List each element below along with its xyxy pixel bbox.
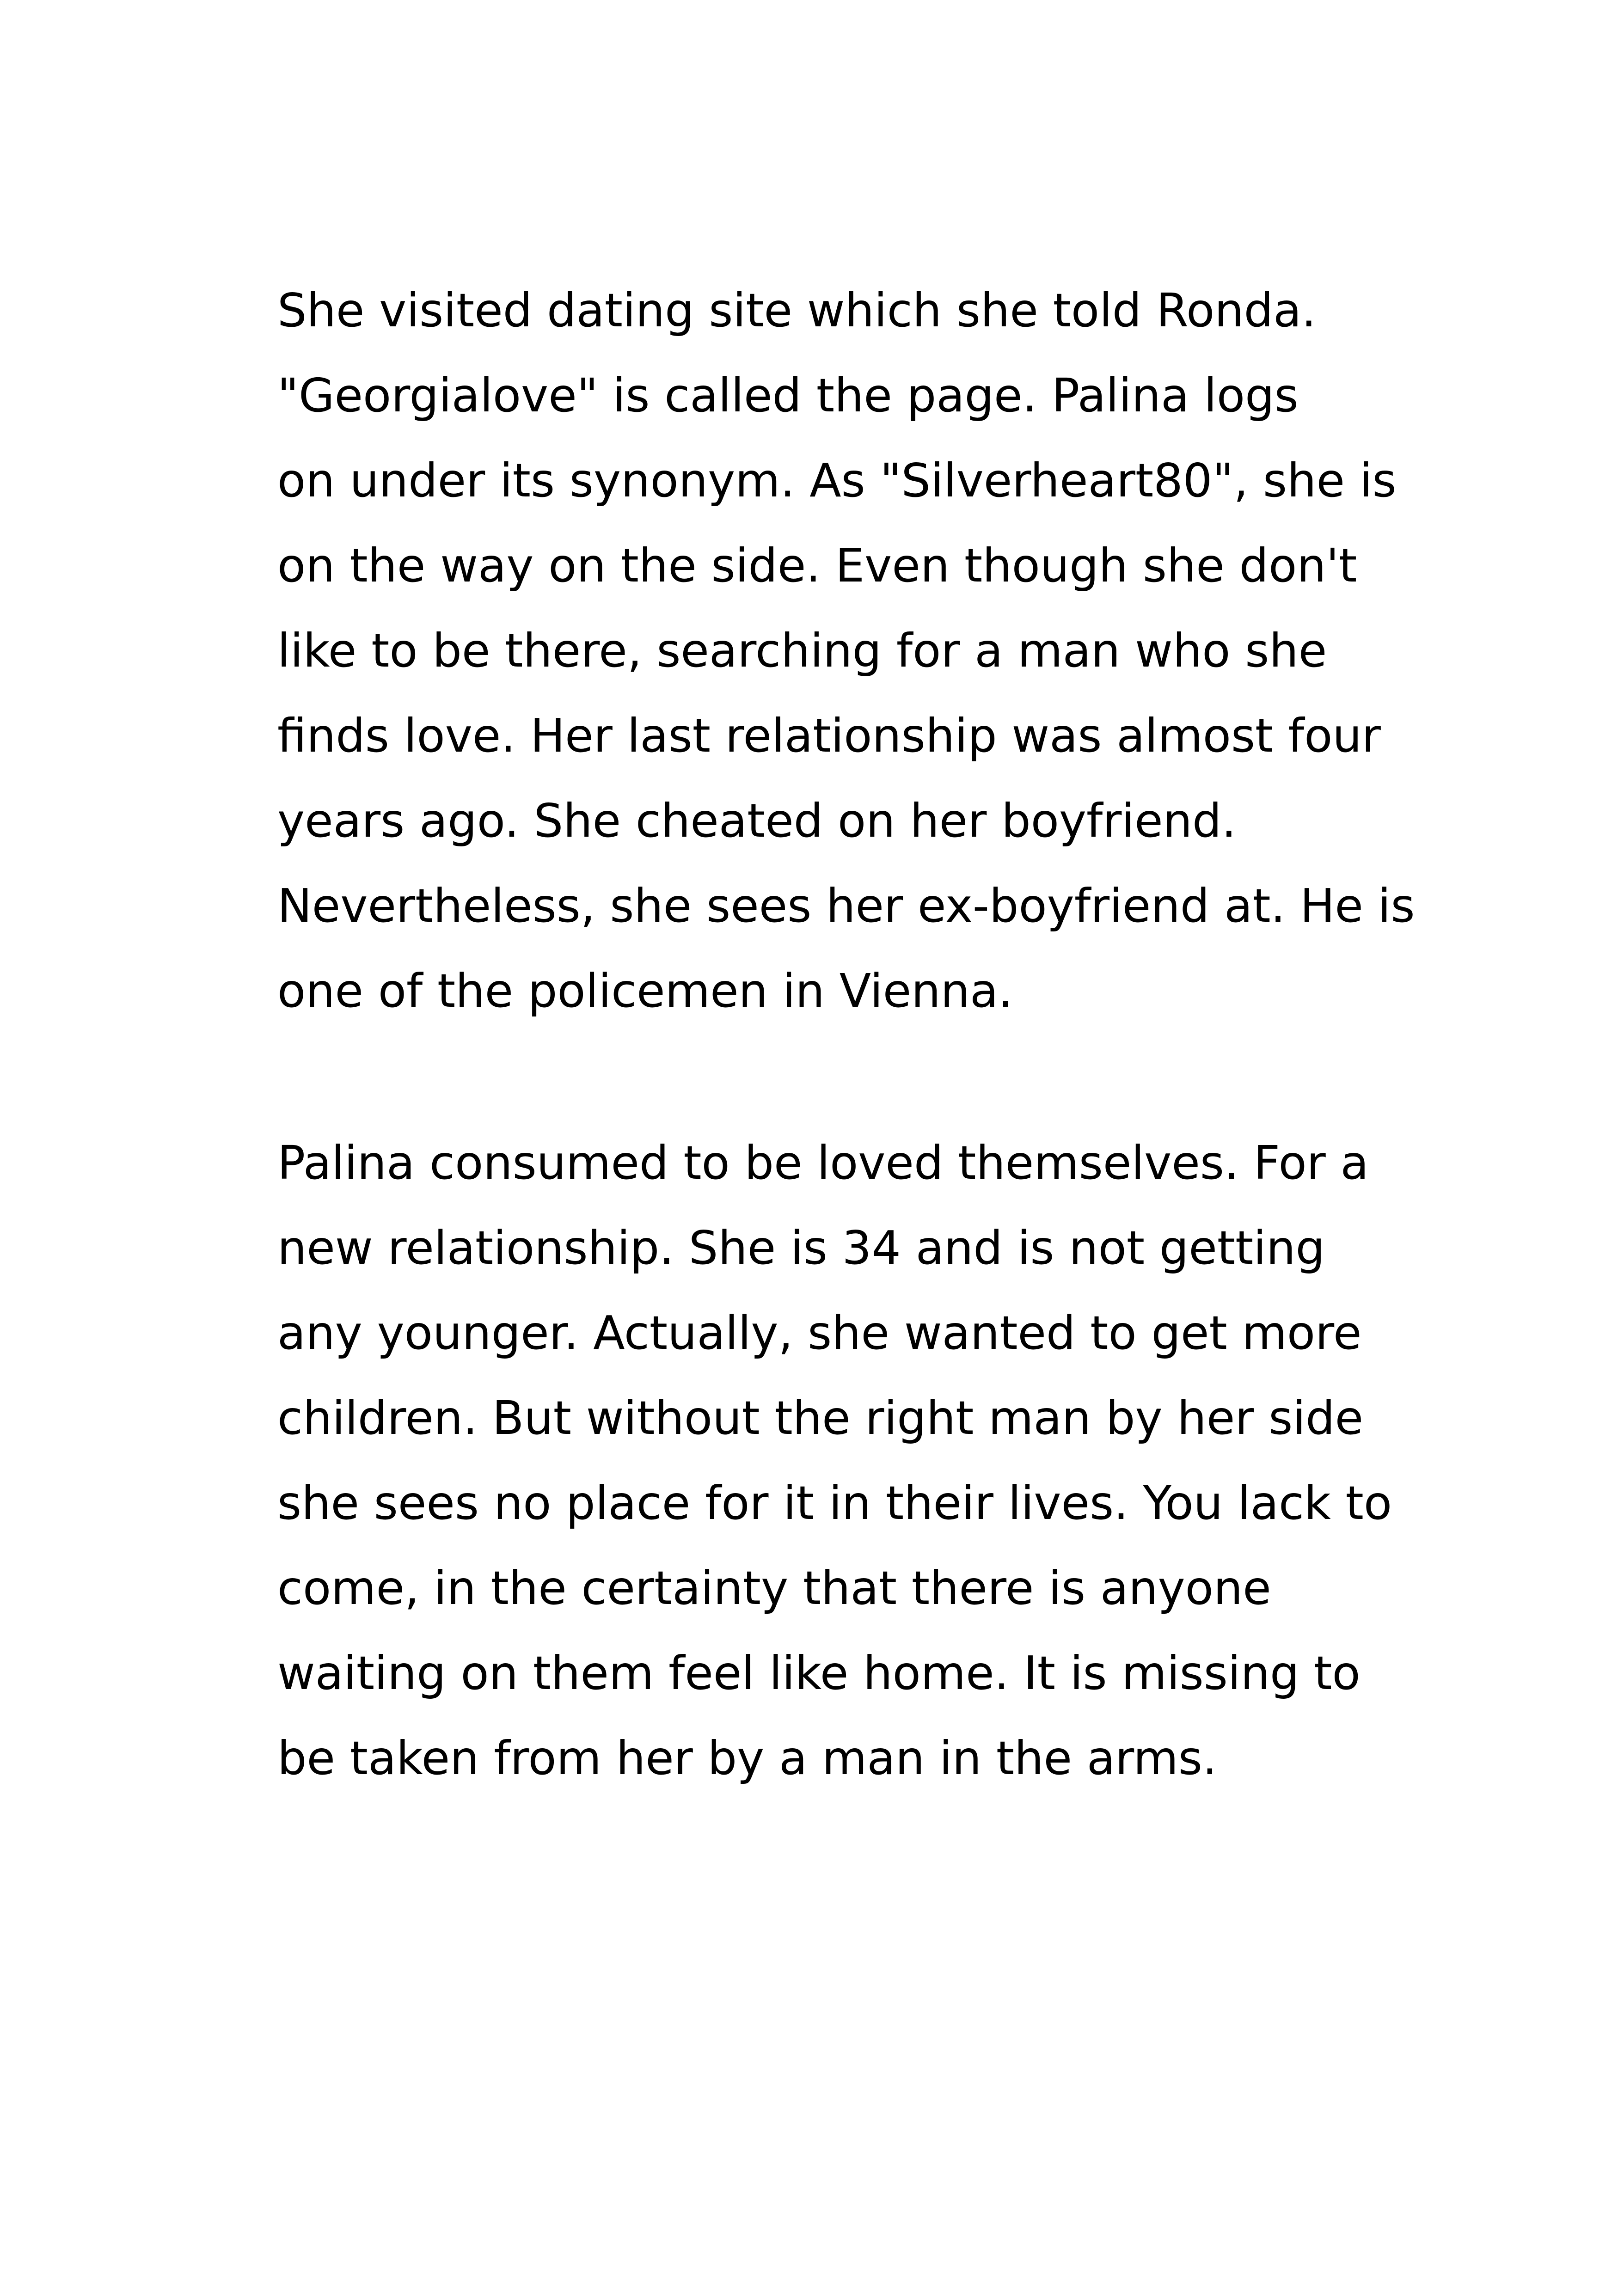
paragraph-line: Nevertheless, she sees her ex-boyfriend at. He is [277,879,1415,933]
paragraph-1 [277,268,1415,1034]
paragraph-line: Palina consumed to be loved themselves. For a [277,1136,1369,1190]
paragraph-line: She visited dating site which she told Ronda. [277,283,1317,337]
paragraph-line: "Georgialove" is called the page. Palina logs [277,368,1299,422]
paragraph-line: on under its synonym. As "Silverheart80", she is [277,453,1397,508]
paragraph-line: any younger. Actually, she wanted to get more [277,1306,1362,1360]
paragraph-line: children. But without the right man by her side [277,1391,1364,1445]
paragraph-line: finds love. Her last relationship was almost four [277,709,1381,763]
paragraph-line: on the way on the side. Even though she don't [277,539,1357,593]
paragraph-line: she sees no place for it in their lives. You lack to [277,1476,1392,1530]
paragraph-line: new relationship. She is 34 and is not getting [277,1221,1325,1275]
paragraph-line: years ago. She cheated on her boyfriend. [277,794,1237,848]
paragraph-line: come, in the certainty that there is anyone [277,1561,1271,1615]
paragraph-line: waiting on them feel like home. It is missing to [277,1646,1361,1700]
paragraph-2 [277,1120,1392,1801]
paragraph-line: like to be there, searching for a man who she [277,624,1327,678]
paragraph-line: be taken from her by a man in the arms. [277,1731,1217,1785]
paragraph-line: one of the policemen in Vienna. [277,964,1013,1018]
